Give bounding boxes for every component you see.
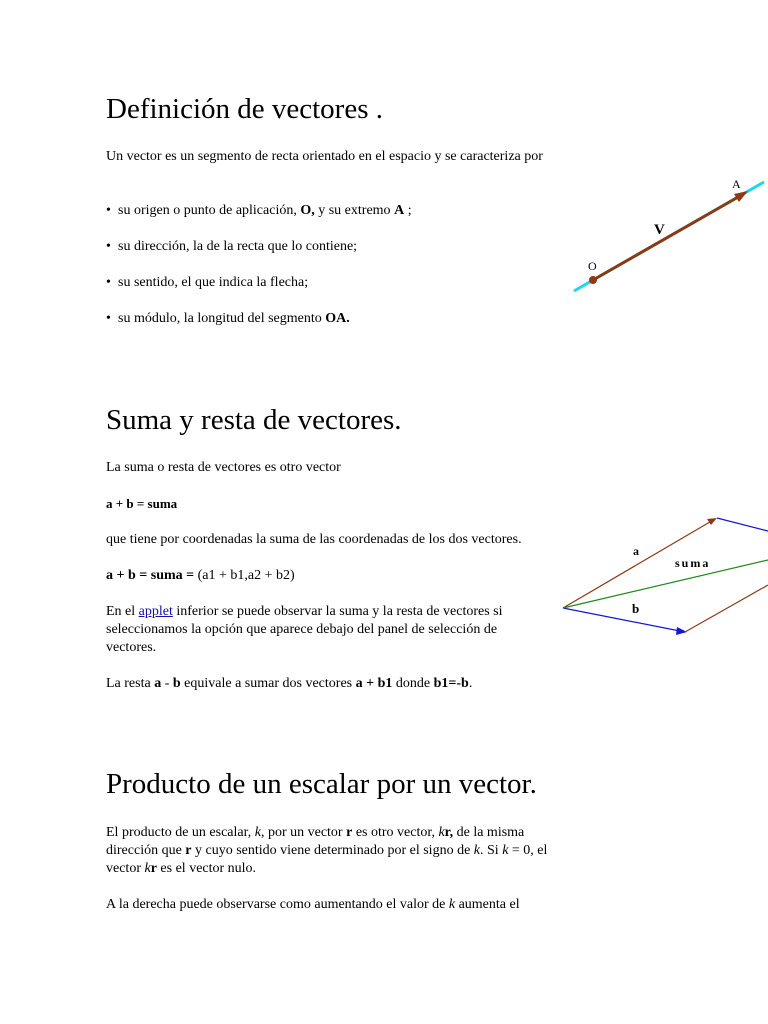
bullet-direction: • su dirección, la de la recta que lo contiene; bbox=[106, 239, 358, 254]
producto-paragraph: El producto de un escalar, k, por un vector r es otro vector, kr, de la misma dirección que r y cuyo sentido viene determinado por el signo de k. Si k = 0, el vector kr es el vector nulo. bbox=[106, 825, 548, 876]
label-end-a: A bbox=[732, 177, 741, 191]
label-vector-v: V bbox=[654, 222, 665, 238]
label-origin-o: O bbox=[588, 259, 597, 273]
producto-right-paragraph: A la derecha puede observarse como aumentando el valor de k aumenta el bbox=[106, 897, 520, 912]
label-a: a bbox=[633, 544, 639, 558]
section-title-producto: Producto de un escalar por un vector. bbox=[106, 768, 537, 800]
suma-coordinates-formula: a + b = suma = (a1 + b1,a2 + b2) bbox=[106, 568, 295, 583]
vector-v-shaft bbox=[593, 196, 740, 280]
vector-v-arrowhead bbox=[734, 191, 748, 202]
applet-link[interactable]: applet bbox=[138, 604, 173, 619]
origin-point bbox=[589, 276, 597, 284]
vector-sum-figure bbox=[555, 505, 768, 645]
vector-oa-figure bbox=[560, 170, 768, 300]
label-b: b bbox=[632, 601, 640, 616]
applet-paragraph: En el applet inferior se puede observar la suma y la resta de vectores si seleccionamos la opción que aparece debajo del panel de selección de vectores. bbox=[106, 604, 503, 655]
parallelogram-b-side bbox=[717, 518, 768, 531]
vector-b-line bbox=[563, 608, 685, 632]
suma-intro: La suma o resta de vectores es otro vector bbox=[106, 460, 341, 475]
label-suma: suma bbox=[675, 556, 711, 570]
vector-b-arrowhead bbox=[676, 627, 687, 635]
suma-coordinates-text: que tiene por coordenadas la suma de las coordenadas de los dos vectores. bbox=[106, 532, 522, 547]
vector-sum-line bbox=[563, 560, 768, 608]
vector-a-arrowhead bbox=[707, 518, 717, 525]
section-title-suma: Suma y resta de vectores. bbox=[106, 404, 402, 436]
bullet-sense: • su sentido, el que indica la flecha; bbox=[106, 275, 309, 290]
bullet-origin: • su origen o punto de aplicación, O, y su extremo A ; bbox=[106, 203, 412, 218]
resta-paragraph: La resta a - b equivale a sumar dos vectores a + b1 donde b1=-b. bbox=[106, 676, 473, 691]
intro-paragraph: Un vector es un segmento de recta orientado en el espacio y se caracteriza por bbox=[106, 149, 543, 164]
suma-formula: a + b = suma bbox=[106, 496, 178, 511]
parallelogram-a-side bbox=[685, 585, 768, 632]
bullet-modulus: • su módulo, la longitud del segmento OA. bbox=[106, 311, 350, 326]
section-title-definicion: Definición de vectores . bbox=[106, 93, 384, 125]
